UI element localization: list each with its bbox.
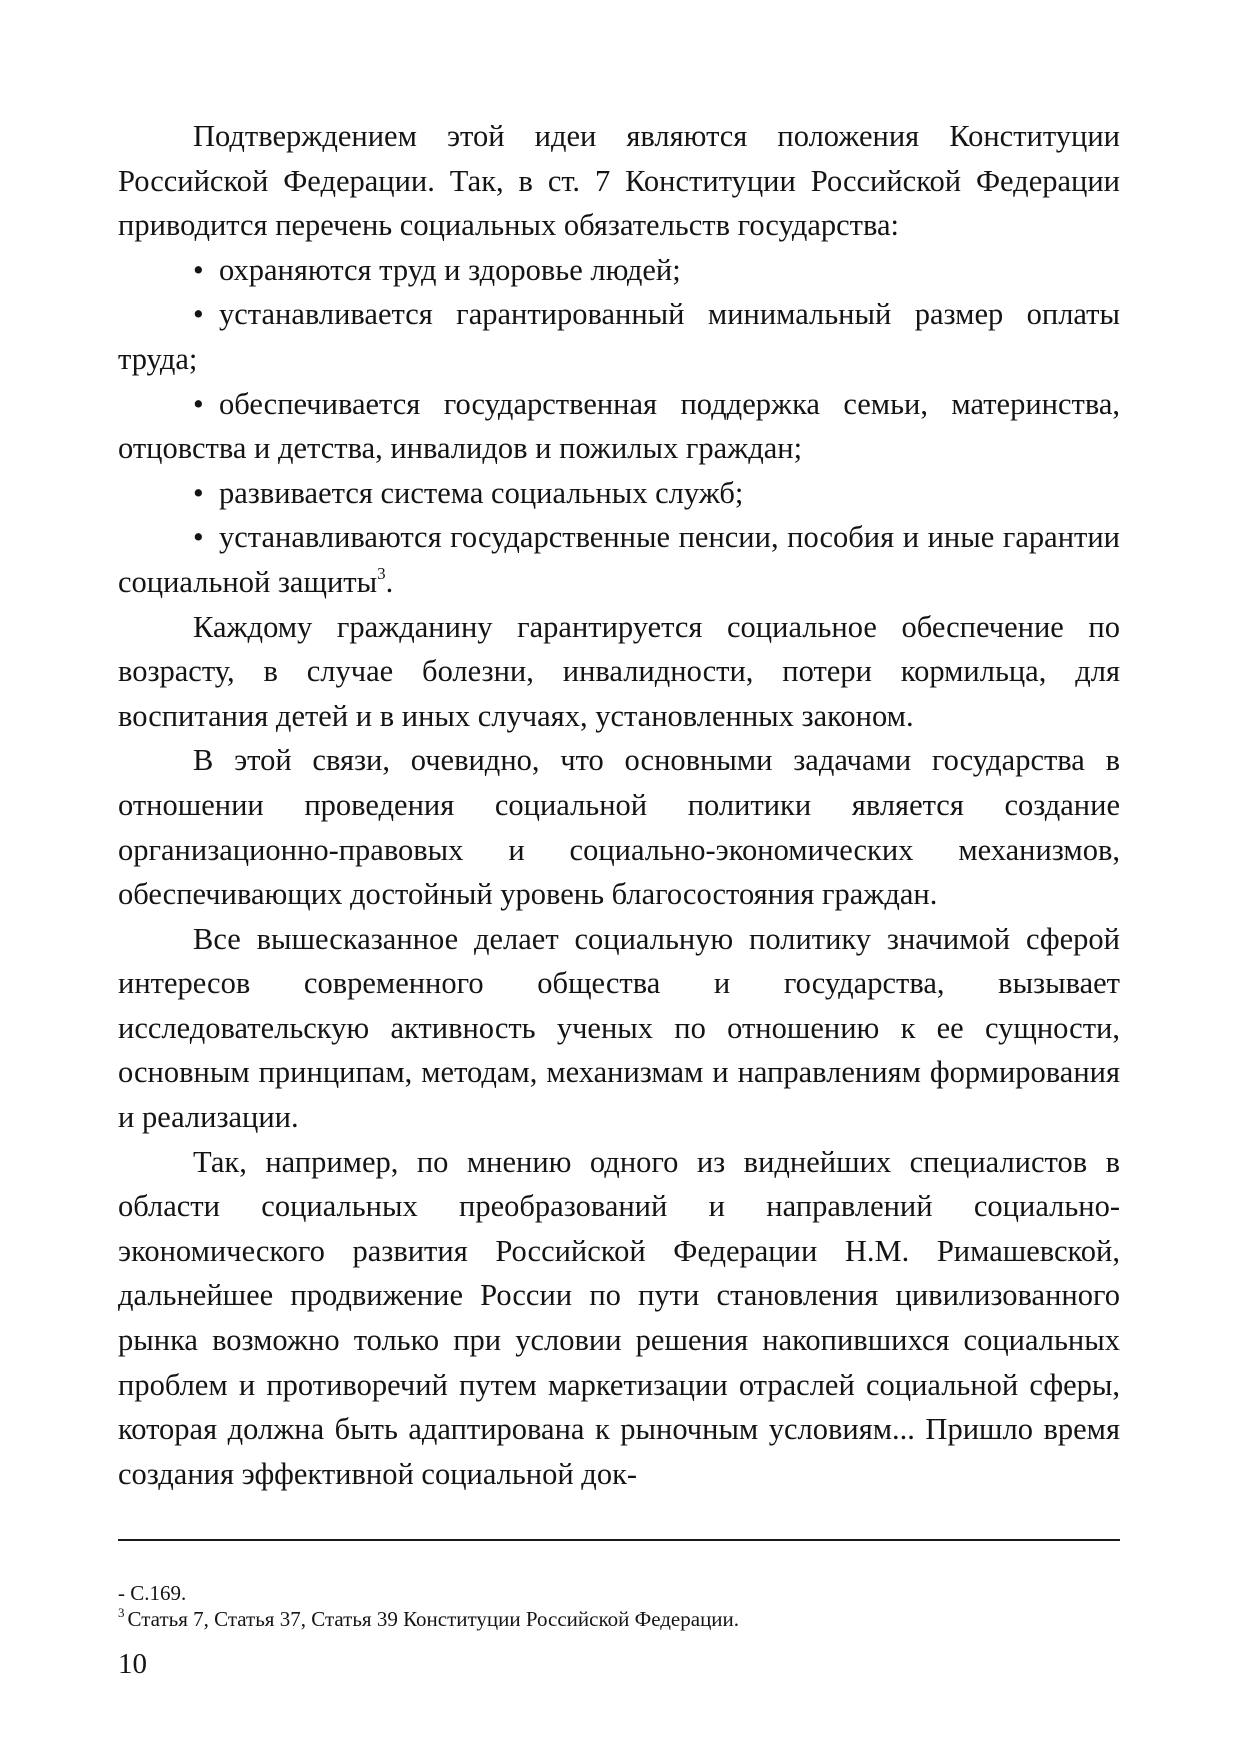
paragraph-state-tasks: В этой связи, очевидно, что основными задачами государства в отношении проведения социальной политики является создание организационно-правовых и социально-экономических механизмов, обеспечивающих достойный уровень благосостояния граждан. <box>118 743 1120 912</box>
bullet-icon: • <box>193 386 204 421</box>
bullet-icon: • <box>193 252 204 287</box>
footnote-continued: - С.169. <box>118 1581 187 1605</box>
list-item-text-end: . <box>385 564 394 599</box>
bullet-icon: • <box>193 297 204 332</box>
list-item <box>118 292 1120 381</box>
list-item-text: устанавливается гарантированный минимальный размер оплаты труда; <box>118 297 1120 376</box>
footnote-3 <box>118 1606 1120 1632</box>
main-text <box>118 114 1120 1496</box>
bullet-icon: • <box>193 475 204 510</box>
list-item <box>118 471 1120 516</box>
footnotes <box>118 1580 1120 1632</box>
footnote-separator <box>118 1539 1120 1541</box>
list-item-text: развивается система социальных служб; <box>219 475 744 510</box>
list-item-text: обеспечивается государственная поддержка семьи, материнства, отцовства и детства, инвалидов и пожилых граждан; <box>118 386 1120 466</box>
paragraph-rimashevskaya: Так, например, по мнению одного из виднейших специалистов в области социальных преобразований и направлений социально-экономического развития Российской Федерации Н.М. Римашевской, дальнейшее продвижение России по пути становления цивилизованного рынка возможно только при условии решения накопившихся социальных проблем и противоречий путем маркетизации отраслей социальной сферы, которая должна быть адаптирована к рыночным условиям... Пришло время создания эффективной социальной док- <box>118 1144 1120 1491</box>
list-item <box>118 248 1120 293</box>
page-number: 10 <box>118 1648 147 1680</box>
footnote-reference[interactable]: 3 <box>377 563 386 583</box>
paragraph-social-security: Каждому гражданину гарантируется социальное обеспечение по возрасту, в случае болезни, инвалидности, потери кормильца, для воспитания детей и в иных случаях, установленных законом. <box>118 609 1120 733</box>
list-item-text: охраняются труд и здоровье людей; <box>219 252 681 287</box>
footnote-text: Статья 7, Статья 37, Статья 39 Конституции Российской Федерации. <box>127 1607 740 1631</box>
paragraph-social-policy: Все вышесказанное делает социальную политику значимой сферой интересов современного общества и государства, вызывает исследовательскую активность ученых по отношению к ее сущности, основным принципам, методам, механизмам и направлениям формирования и реализации. <box>118 921 1120 1135</box>
footnote-marker: 3 <box>118 1605 125 1620</box>
bullet-icon: • <box>193 520 204 555</box>
list-item <box>118 515 1120 604</box>
paragraph-intro: Подтверждением этой идеи являются положения Конституции Российской Федерации. Так, в ст. 7 Конституции Российской Федерации приводится перечень социальных обязательств государства: <box>118 119 1120 243</box>
list-item <box>118 382 1120 471</box>
list-item-text: устанавливаются государственные пенсии, пособия и иные гарантии социальной защиты <box>118 520 1120 599</box>
